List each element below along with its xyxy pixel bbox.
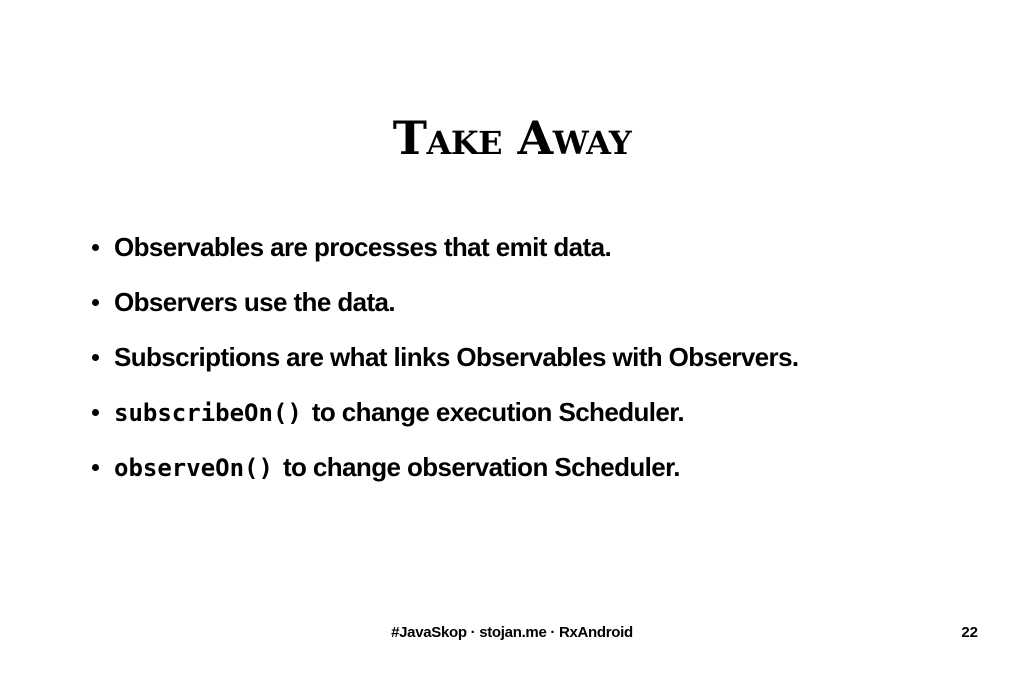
bullet-dot-icon xyxy=(92,409,99,416)
bullet-code: observeOn() xyxy=(114,453,273,482)
bullet-code: subscribeOn() xyxy=(114,398,302,427)
bullet-text: Observers use the data. xyxy=(114,287,395,317)
bullet-item xyxy=(92,330,799,385)
bullet-item xyxy=(92,440,799,495)
slide-title: Take Away xyxy=(392,111,632,165)
bullet-text: to change execution Scheduler. xyxy=(311,397,684,427)
bullet-item xyxy=(92,220,799,275)
bullet-text: Observables are processes that emit data. xyxy=(114,232,612,262)
bullet-item xyxy=(92,275,799,330)
slide-footer: #JavaSkop · stojan.me · RxAndroid xyxy=(391,624,633,641)
page-number: 22 xyxy=(961,624,978,641)
bullet-item xyxy=(92,385,799,440)
bullet-dot-icon xyxy=(92,354,99,361)
bullet-dot-icon xyxy=(92,244,99,251)
bullet-list xyxy=(92,220,799,495)
bullet-dot-icon xyxy=(92,464,99,471)
bullet-dot-icon xyxy=(92,299,99,306)
bullet-text: Subscriptions are what links Observables with Observers. xyxy=(114,342,799,372)
bullet-text: to change observation Scheduler. xyxy=(282,452,680,482)
